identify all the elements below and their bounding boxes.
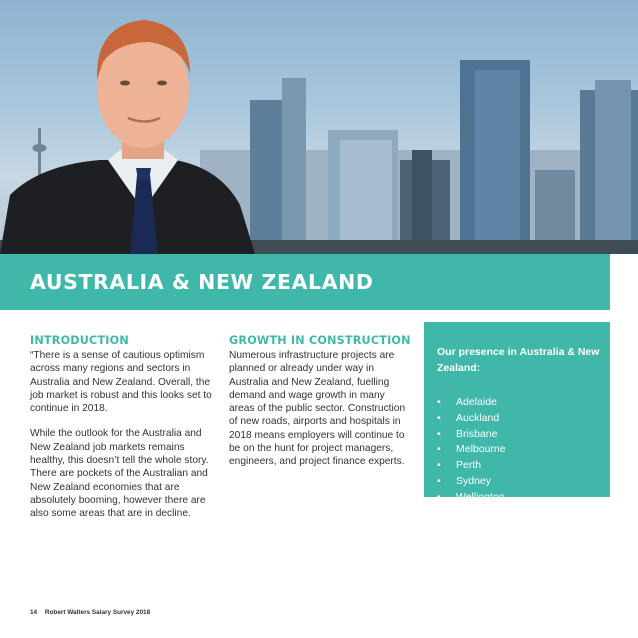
city-name: Wellington: [456, 490, 505, 503]
introduction-paragraph-1: “There is a sense of cautious optimism across many regions and sectors in Australia and New Zealand. Overall, the job market is robust and this looks set to continue in 2018.: [30, 350, 212, 415]
section-title: AUSTRALIA & NEW ZEALAND: [30, 270, 374, 294]
publication-title: Robert Walters Salary Survey 2018: [44, 609, 151, 616]
presence-box: [424, 322, 610, 503]
introduction-paragraph-2: While the outlook for the Australia and New Zealand job markets remains healthy, this doesn’t tell the whole story. There are pockets of the Australian and New Zealand economies that are absolutely booming, however there are also some areas that are in decline.: [30, 428, 209, 520]
list-item: [437, 411, 506, 427]
page-number: 14: [30, 609, 38, 616]
list-item: [437, 474, 506, 490]
section-title-band: [0, 254, 610, 310]
list-item: [437, 442, 506, 458]
bullet-icon: •: [437, 459, 441, 472]
city-name: Brisbane: [456, 427, 498, 440]
list-item: [437, 458, 506, 474]
city-skyline-illustration: [0, 0, 638, 254]
list-item: [437, 490, 506, 506]
introduction-column: [30, 334, 216, 533]
introduction-heading: INTRODUCTION: [30, 334, 129, 347]
bullet-icon: •: [437, 411, 441, 424]
city-name: Adelaide: [456, 396, 497, 408]
page-footer: [30, 609, 150, 616]
list-item: [437, 427, 506, 443]
hero-photo: [0, 0, 638, 254]
bullet-icon: •: [437, 490, 441, 503]
presence-heading: Our presence in Australia & New Zealand:: [437, 346, 600, 374]
bullet-icon: •: [437, 396, 441, 408]
growth-heading: GROWTH IN CONSTRUCTION: [229, 334, 411, 347]
city-name: Perth: [456, 459, 482, 472]
city-name: Auckland: [456, 411, 500, 424]
city-name: Sydney: [456, 474, 492, 487]
city-list: [437, 395, 506, 506]
bullet-icon: •: [437, 474, 441, 487]
growth-column: [229, 334, 412, 481]
bullet-icon: •: [437, 443, 441, 456]
city-name: Melbourne: [456, 443, 506, 456]
bullet-icon: •: [437, 427, 441, 440]
list-item: [437, 395, 506, 411]
growth-paragraph-1: Numerous infrastructure projects are planned or already under way in Australia and New Zealand, fuelling demand and wage growth in many areas of the public sector. Construction of new roads, airports and hospitals in 2018 means employers will continue to be on the hunt for project managers, engineers, and project finance experts.: [229, 350, 406, 468]
